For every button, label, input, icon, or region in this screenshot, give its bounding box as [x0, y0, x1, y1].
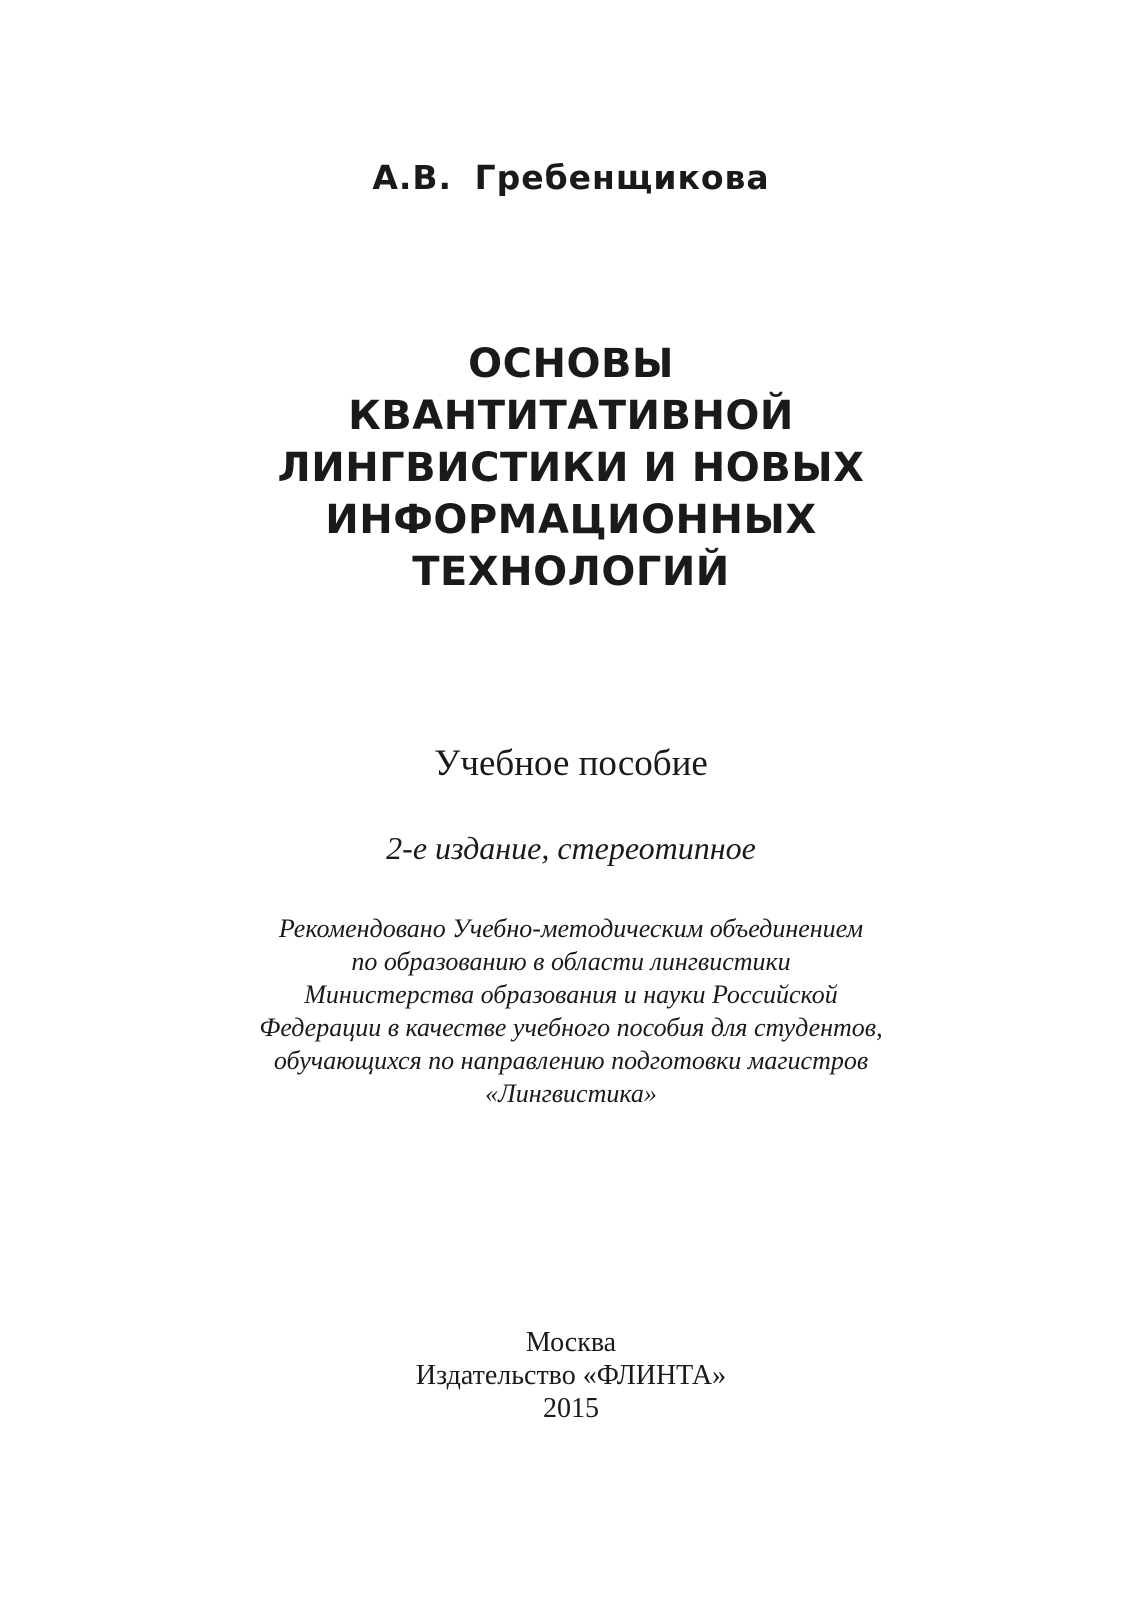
recommendation-line: Министерства образования и науки Российской [304, 980, 838, 1009]
title-line: ИНФОРМАЦИОННЫХ [325, 497, 817, 543]
title-line: КВАНТИТАТИВНОЙ [348, 393, 794, 439]
author-name: А.В. Гребенщикова [372, 158, 770, 197]
imprint [0, 1326, 1142, 1425]
title-line: ОСНОВЫ [468, 341, 674, 387]
recommendation-line: по образованию в области лингвистики [351, 947, 791, 976]
recommendation-text [0, 912, 1142, 1110]
imprint-publisher: Издательство «ФЛИНТА» [415, 1360, 727, 1391]
edition-note: 2-е издание, стереотипное [386, 830, 756, 866]
title-line: ЛИНГВИСТИКИ И НОВЫХ [277, 445, 865, 491]
imprint-city: Москва [525, 1327, 617, 1358]
recommendation-line: обучающихся по направлению подготовки магистров [273, 1046, 869, 1075]
imprint-year: 2015 [543, 1393, 599, 1424]
book-title [0, 338, 1142, 598]
recommendation-line: Рекомендовано Учебно-методическим объединением [278, 914, 864, 943]
recommendation-line: «Лингвистика» [485, 1079, 657, 1108]
book-type: Учебное пособие [434, 743, 708, 784]
recommendation-line: Федерации в качестве учебного пособия для студентов, [259, 1013, 883, 1042]
title-line: ТЕХНОЛОГИЙ [412, 549, 730, 595]
